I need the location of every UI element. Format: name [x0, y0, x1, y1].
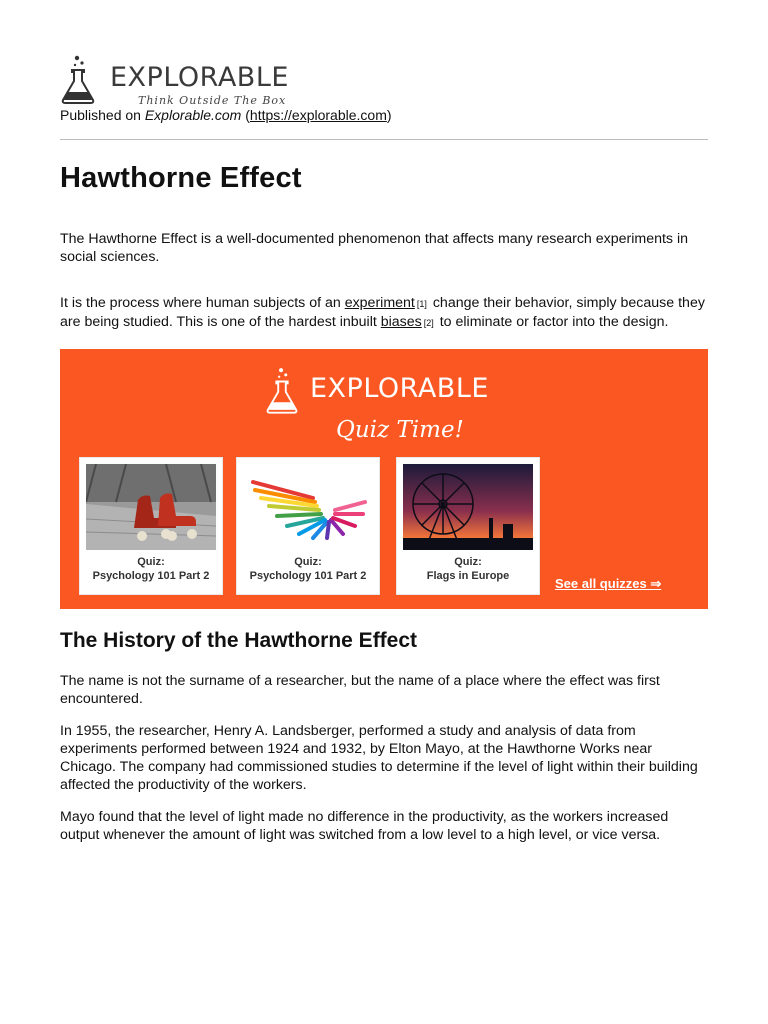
history-paragraph-1: The name is not the surname of a researcher, but the name of a place where the effect was first encountered.	[60, 673, 660, 707]
quiz-card-3-title: Flags in Europe	[426, 570, 510, 582]
banner-subtitle: Quiz Time!	[336, 417, 464, 443]
ref-1: [1]	[416, 299, 427, 309]
quiz-card-1-label: Quiz:	[137, 556, 165, 568]
section-heading: The History of the Hawthorne Effect	[60, 629, 418, 652]
published-open: (	[241, 107, 250, 123]
quiz-card-3-label: Quiz:	[454, 556, 482, 568]
flask-icon	[60, 54, 96, 104]
published-prefix: Published on	[60, 107, 145, 123]
page-title: Hawthorne Effect	[60, 162, 302, 194]
quiz-card-1[interactable]	[79, 457, 223, 595]
p2-text-after: to eliminate or factor into the design.	[435, 314, 669, 330]
history-paragraph-3: Mayo found that the level of light made no difference in the productivity, as the workers increased output whenever the amount of light was switched from a low level to a high level, or vice versa.	[60, 809, 669, 843]
published-line	[60, 107, 708, 123]
colored-pencils-image	[243, 464, 373, 550]
published-close: )	[386, 107, 392, 123]
header-divider	[60, 139, 708, 140]
see-all-quizzes-link[interactable]: See all quizzes ⇒	[555, 576, 662, 591]
experiment-link[interactable]: experiment	[344, 295, 415, 311]
published-url-link[interactable]: https://explorable.com	[249, 107, 387, 123]
quiz-card-3[interactable]	[396, 457, 540, 595]
quiz-card-2-label: Quiz:	[294, 556, 322, 568]
banner-flask-icon	[265, 365, 299, 415]
ferris-wheel-image	[403, 464, 533, 550]
published-site: Explorable.com	[144, 107, 242, 123]
brand-tagline: Think Outside The Box	[138, 94, 287, 107]
banner-brand: EXPLORABLE	[310, 373, 489, 404]
definition-paragraph	[60, 294, 708, 332]
quiz-banner[interactable]	[60, 349, 708, 609]
roller-skates-image	[86, 464, 216, 550]
intro-paragraph: The Hawthorne Effect is a well-documented phenomenon that affects many research experiments in social sciences.	[60, 231, 689, 265]
biases-link[interactable]: biases	[380, 314, 422, 330]
explorable-logo[interactable]	[60, 52, 708, 108]
quiz-card-1-title: Psychology 101 Part 2	[92, 570, 210, 582]
quiz-card-2[interactable]	[236, 457, 380, 595]
document-page	[60, 52, 708, 844]
ref-2: [2]	[423, 318, 434, 328]
history-paragraph-2: In 1955, the researcher, Henry A. Landsberger, performed a study and analysis of data from experiments performed between 1924 and 1932, by Elton Mayo, at the Hawthorne Works near Chicago. The company had commissioned studies to determine if the level of light within their building affected the productivity of the workers.	[60, 723, 698, 793]
quiz-card-2-title: Psychology 101 Part 2	[249, 570, 367, 582]
p2-text-before: It is the process where human subjects of an	[60, 295, 345, 311]
p2-text-middle: change their behavior, simply because they are being studied. This is one of the hardest inbuilt	[60, 295, 705, 330]
brand-name: EXPLORABLE	[110, 62, 289, 93]
